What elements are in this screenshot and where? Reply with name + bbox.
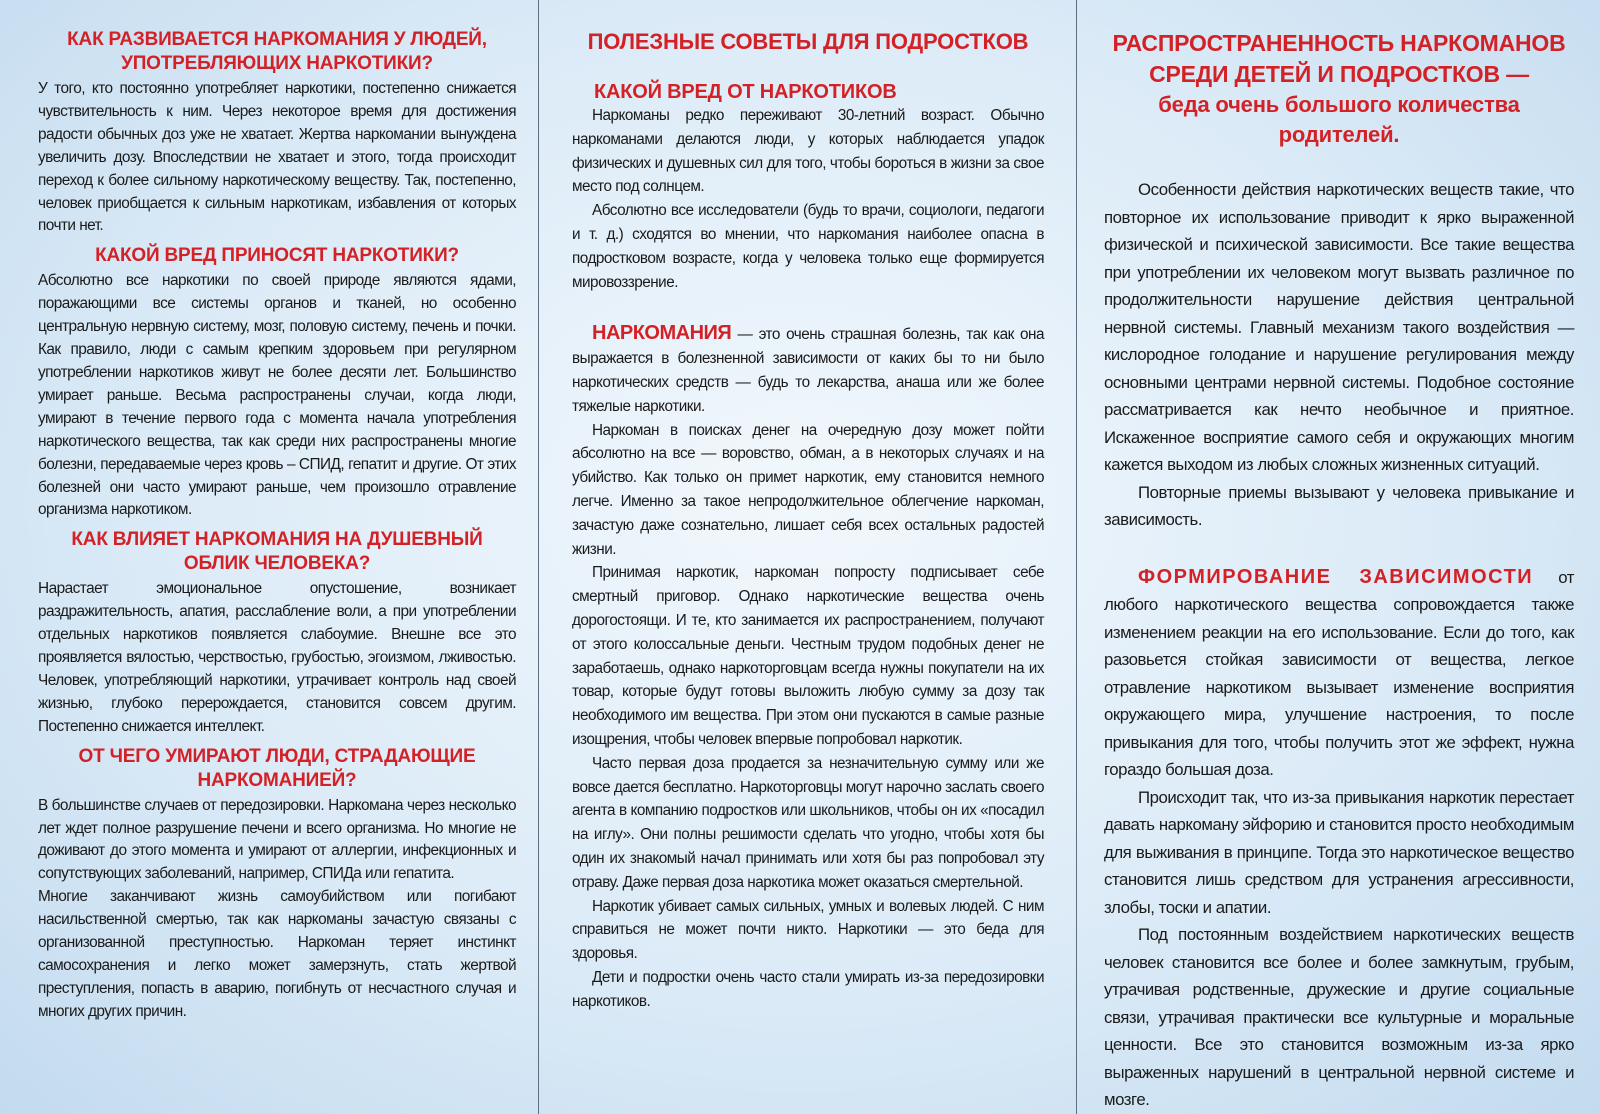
paragraph-effects: Особенности действия наркотических веществ такие, что повторное их использование приводит к ярко выраженной физической и психической зависимости. Все такие вещества при употреблении их человеком могут вызвать различное по продолжительности нарушение действия центральной нервной системы. Главный механизм такого воздействия — кислородное голодание и нарушение регулирования между основными центрами нервной системы. Подобное состояние рассматривается как нечто необычное и приятное. Искаженное восприятие самого себя и окружающих многим кажется выходом из любых сложных жизненных ситуаций. — [1104, 180, 1574, 474]
paragraph-kills: Наркотик убивает самых сильных, умных и волевых людей. С ним справиться не может почти никто. Наркотики — это беда для здоровья. — [572, 897, 1044, 963]
column-left — [0, 0, 538, 1114]
paragraph-money: Наркоман в поисках денег на очередную дозу может пойти абсолютно на все — воровство, обман, а в некоторых случаях и на убийство. Как только он примет наркотик, ему становится немного легче. Именно за такое непродолжительное облегчение наркоман, зачастую даже сознательно, лишает себя всех остальных радостей жизни. — [572, 421, 1044, 558]
heading-harm-of-drugs: КАКОЙ ВРЕД ПРИНОСЯТ НАРКОТИКИ? — [95, 245, 459, 267]
paragraph-first-dose: Часто первая доза продается за незначительную сумму или же вовсе дается бесплатно. Наркоторговцы могут нарочно заслать своего агента в компанию подростков или школьников, чтобы он их «посадил на иглу». Они полны решимости сделать что угодно, чтобы хотя бы один их знакомый начал принимать или хотя бы раз попробовал эту отраву. Даже первая доза наркотика может оказаться смертельной. — [572, 754, 1044, 891]
heading-prevalence-line2: СРЕДИ ДЕТЕЙ И ПОДРОСТКОВ — — [1149, 61, 1529, 87]
lead-text-addiction: — это очень страшная болезнь, так как она выражается в болезненной зависимости от каких бы то ни было наркотических средств — будь то лекарства, анаша или же более тяжелые наркотики. — [572, 326, 1044, 415]
paragraph-harm-of-drugs: Абсолютно все наркотики по своей природе являются ядами, поражающими все системы органов и тканей, но особенно центральную нервную систему, мозг, половую систему, печень и почки. Как правило, люди с самым крепким здоровьем при регулярном употреблении наркотиков живут не более десяти лет. Большинство умирает раньше. Весьма распространены случаи, когда люди, умирают в течение первого года с момента начала употребления наркотического вещества, так как среди них распространены многие болезни, передаваемые через кровь – СПИД, гепатит и другие. От этих болезней они часто умирают раньше, чем произошло отравление организма наркотиком. — [38, 272, 516, 519]
paragraph-repeat: Повторные приемы вызывают у человека привыкание и зависимость. — [1104, 482, 1574, 529]
subheading-drug-harm: КАКОЙ ВРЕД ОТ НАРКОТИКОВ — [594, 81, 897, 103]
lead-term-addiction: НАРКОМАНИЯ — [592, 322, 732, 345]
heading-prevalence-line3: беда очень большого количества родителей. — [1158, 92, 1520, 147]
spacer — [1104, 534, 1574, 564]
heading-how-addiction-develops: КАК РАЗВИВАЕТСЯ НАРКОМАНИЯ У ЛЮДЕЙ, УПОТРЕБЛЯЮЩИХ НАРКОТИКИ? — [67, 29, 487, 74]
column-middle — [540, 0, 1076, 1114]
spacer — [572, 294, 1044, 322]
column-divider-left — [538, 0, 539, 1114]
paragraph-sentence: Принимая наркотик, наркоман попросту подписывает себе смертный приговор. Однако наркотические вещества очень дорогостоящи. И те, кто занимается их распространением, получают от этого колоссальные деньги. Честным трудом подобных денег не заработаешь, однако наркоторговцам всегда нужны покупатели на их товар, которые будут готовы выложить любую сумму за дозу так необходимого им вещества. При этом они пускаются в самые разные изощрения, чтобы человек впервые попробовал наркотик. — [572, 564, 1044, 748]
paragraph-isolation: Под постоянным воздействием наркотических веществ человек становится все более и более замкнутым, грубым, утрачивая родственные, дружеские и другие социальные связи, утрачивая практически все культурные и моральные ценности. Все это становится возможным из-за ярко выраженных нарушений в центральной нервной системе и мозге. — [1104, 925, 1574, 1109]
paragraph-dependence — [1104, 564, 1574, 784]
heading-useful-tips: ПОЛЕЗНЫЕ СОВЕТЫ ДЛЯ ПОДРОСТКОВ — [587, 29, 1029, 54]
paragraph-addiction-definition — [572, 322, 1044, 418]
heading-prevalence-line1: РАСПРОСТРАНЕННОСТЬ НАРКОМАНОВ — [1112, 30, 1566, 56]
paragraph-researchers: Абсолютно все исследователи (будь то врачи, социологи, педагоги и т. д.) сходятся во мнении, что наркомания наиболее опасна в подростковом возрасте, когда у человека только еще формируется мировоззрение. — [572, 202, 1044, 291]
lead-term-dependence: ФОРМИРОВАНИЕ ЗАВИСИМОСТИ — [1138, 565, 1534, 588]
paragraph-causes-of-death-2: Многие заканчивают жизнь самоубийством или погибают насильственной смертью, так как наркоманы зачастую связаны с организованной преступностью. Наркоман теряет инстинкт самосохранения и легко может замерзнуть, стать жертвой преступления, попасть в аварию, погибнуть от несчастного случая и многих других причин. — [38, 888, 516, 1020]
column-divider-right — [1076, 0, 1077, 1114]
paragraph-causes-of-death-1: В большинстве случаев от передозировки. Наркомана через несколько лет ждет полное разрушение печени и всего организма. Но многие не доживают до этого момента и умирают от аллергии, инфекционных и сопутствующих заболеваний, например, СПИДа или гепатита. — [38, 796, 516, 883]
lead-text-dependence: от любого наркотического вещества сопровождается также изменением реакции на его использование. Если до того, как разовьется стойкая зависимости от вещества, легкое отравление наркотиком вызывает изменение восприятия окружающего мира, улучшение настроения, то после привыкания для того, чтобы получить этот же эффект, нужна гораздо большая доза. — [1104, 567, 1574, 779]
heading-causes-of-death: ОТ ЧЕГО УМИРАЮТ ЛЮДИ, СТРАДАЮЩИЕ НАРКОМАНИЕЙ? — [78, 745, 476, 791]
column-right — [1078, 0, 1600, 1114]
heading-mental-effect: КАК ВЛИЯЕТ НАРКОМАНИЯ НА ДУШЕВНЫЙ ОБЛИК ЧЕЛОВЕКА? — [71, 529, 483, 575]
paragraph-children: Дети и подростки очень часто стали умирать из-за передозировки наркотиков. — [572, 968, 1044, 1010]
paragraph-euphoria: Происходит так, что из-за привыкания наркотик перестает давать наркоману эйфорию и становится просто необходимым для выживания в принципе. Тогда это наркотическое вещество становится лишь средством для устранения агрессивности, злобы, тоски и апатии. — [1104, 787, 1574, 917]
paragraph-mental-effect: Нарастает эмоциональное опустошение, возникает раздражительность, апатия, расслабление воли, а при употреблении отдельных наркотиков появляется слабоумие. Внешне все это проявляется вялостью, черствостью, грубостью, эгоизмом, лживостью. Человек, употребляющий наркотики, утрачивает контроль над своей жизнью, глубоко перерождается, становится совсем другим. Постепенно снижается интеллект. — [38, 580, 516, 735]
paragraph-age: Наркоманы редко переживают 30-летний возраст. Обычно наркоманами делаются люди, у которых наблюдается упадок физических и душевных сил для того, чтобы бороться в жизни за свое место под солнцем. — [572, 107, 1044, 196]
paragraph-addiction-develops: У того, кто постоянно употребляет наркотики, постепенно снижается чувствительность к ним. Через некоторое время для достижения радости обычных доз уже не хватает. Жертва наркомании вынуждена увеличить дозу. Впоследствии не хватает и этого, тогда происходит переход к более сильному наркотическому веществу. Так, постепенно, человек приобщается к сильным наркотикам, избавления от которых почти нет. — [38, 80, 516, 235]
